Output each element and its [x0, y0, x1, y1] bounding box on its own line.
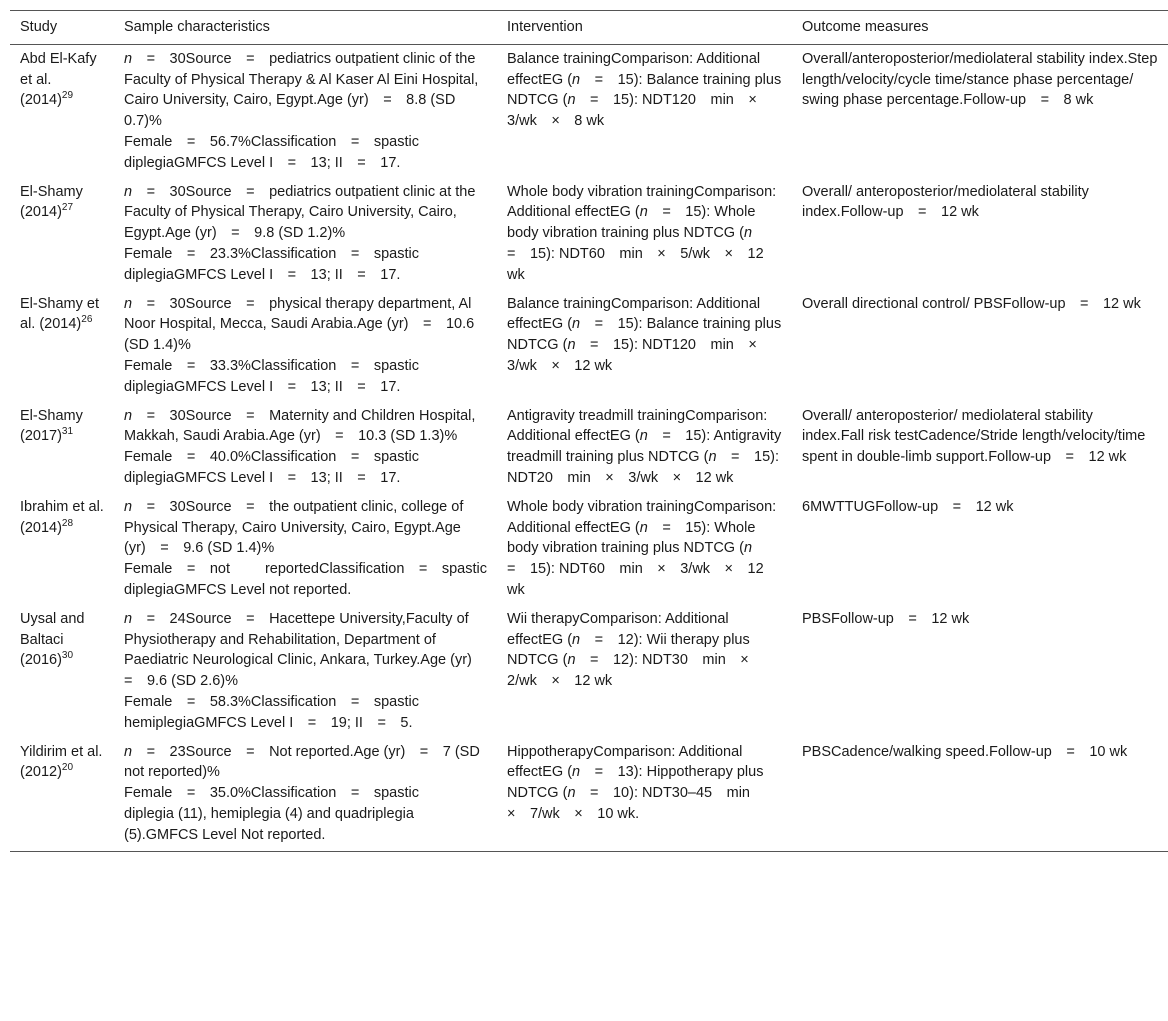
reference-number: 20: [61, 762, 74, 774]
intervention-cell: Balance trainingComparison: Additional effectEG (n = 15): Balance training plus NDTCG (n = 15): NDT120 min × 3/wk × 12 wk: [507, 295, 782, 374]
study-table-container: [10, 10, 1158, 852]
study-cell: [10, 605, 114, 738]
outcome-measures-cell: Overall/anteroposterior/mediolateral stability index.Step length/velocity/cycle time/stance phase percentage/ swing phase percentage.Follow-up = 8 wk: [802, 50, 1158, 109]
table-row: [10, 44, 1168, 177]
study-cell: [10, 290, 114, 402]
table-row: [10, 493, 1168, 605]
intervention-cell: Balance trainingComparison: Additional effectEG (n = 15): Balance training plus NDTCG (n = 15): NDT120 min × 3/wk × 8 wk: [507, 50, 782, 130]
sample-characteristics-cell: [114, 605, 497, 738]
sample-gmfcs-level: hemiplegiaGMFCS Level I = 19; II = 5.: [124, 714, 413, 731]
study-citation: El-Shamy et al. (2014): [20, 295, 99, 333]
reference-number: 27: [61, 202, 74, 214]
table-row: [10, 738, 1168, 852]
sample-gmfcs-level: diplegiaGMFCS Level I = 13; II = 17.: [124, 378, 401, 395]
sample-female-classification: Female = not reportedClassification = spastic: [124, 561, 487, 578]
study-citation: Abd El-Kafy et al. (2014): [20, 50, 97, 109]
outcome-measures-cell: Overall directional control/ PBSFollow-up = 12 wk: [802, 295, 1141, 312]
sample-source-age: n = 30Source = physical therapy department, Al Noor Hospital, Mecca, Saudi Arabia.Age (yr) = 10.6 (SD 1.4)%: [124, 295, 475, 354]
header-outcome-measures: Outcome measures: [792, 11, 1168, 45]
study-characteristics-table: [10, 10, 1168, 852]
study-citation: El-Shamy (2014): [20, 183, 83, 221]
outcome-measures-cell: PBSCadence/walking speed.Follow-up = 10 wk: [792, 738, 1168, 852]
sample-female-classification: Female = 56.7%Classification = spastic: [124, 133, 419, 150]
header-intervention: Intervention: [497, 11, 792, 45]
study-cell: [10, 178, 114, 290]
study-citation: Ibrahim et al. (2014): [20, 498, 104, 536]
sample-source-age: n = 24Source = Hacettepe University,Faculty of Physiotherapy and Rehabilitation, Department of Paediatric Neurological Clinic, Ankara, Turkey.Age (yr) = 9.6 (SD 2.6)%: [124, 610, 487, 690]
study-cell: [10, 493, 114, 605]
sample-source-age: n = 30Source = the outpatient clinic, college of Physical Therapy, Cairo University, Cairo, Egypt.Age (yr) = 9.6 (SD 1.4)%: [124, 498, 464, 557]
sample-gmfcs-level: diplegiaGMFCS Level I = 13; II = 17.: [124, 154, 401, 171]
sample-characteristics-cell: [114, 178, 497, 290]
outcome-measures-cell: Overall/ anteroposterior/mediolateral stability index.Follow-up = 12 wk: [802, 183, 1089, 221]
sample-female-classification: Female = 23.3%Classification = spastic: [124, 245, 419, 262]
intervention-cell: Wii therapyComparison: Additional effectEG (n = 12): Wii therapy plus NDTCG (n = 12): NDT30 min × 2/wk × 12 wk: [507, 610, 764, 690]
intervention-cell: Antigravity treadmill trainingComparison: Additional effectEG (n = 15): Antigravity treadmill training plus NDTCG (n = 15): NDT20 min × 3/wk × 12 wk: [507, 407, 782, 486]
outcome-measures-cell: Overall/ anteroposterior/ mediolateral stability index.Fall risk testCadence/Stride length/velocity/time spent in double-limb support.Follow-up = 12 wk: [802, 407, 1146, 466]
study-cell: [10, 402, 114, 493]
table-row: [10, 605, 1168, 738]
reference-number: 31: [61, 426, 74, 438]
table-row: [10, 290, 1168, 402]
sample-source-age: n = 23Source = Not reported.Age (yr) = 7 (SD not reported)%: [124, 743, 480, 781]
table-body: [10, 44, 1168, 852]
study-citation: El-Shamy (2017): [20, 407, 83, 445]
sample-female-classification: Female = 58.3%Classification = spastic: [124, 693, 419, 710]
outcome-measures-cell: 6MWTTUGFollow-up = 12 wk: [802, 498, 1014, 515]
header-sample-characteristics: Sample characteristics: [114, 11, 497, 45]
sample-female-classification: Female = 33.3%Classification = spastic: [124, 357, 419, 374]
sample-source-age: n = 30Source = pediatrics outpatient clinic at the Faculty of Physical Therapy, Cairo University, Cairo, Egypt.Age (yr) = 9.8 (SD 1.2)%: [124, 183, 476, 242]
sample-gmfcs-level: diplegiaGMFCS Level not reported.: [124, 581, 352, 598]
table-row: [10, 178, 1168, 290]
study-cell: [10, 738, 114, 852]
table-header-row: [10, 11, 1168, 45]
sample-female-classification: Female = 40.0%Classification = spastic: [124, 449, 419, 466]
header-study: Study: [10, 11, 114, 45]
sample-source-age: n = 30Source = pediatrics outpatient clinic of the Faculty of Physical Therapy & Al Kaser Al Eini Hospital, Cairo University, Cairo, Egypt.Age (yr) = 8.8 (SD 0.7)%: [124, 50, 479, 130]
outcome-measures-cell: PBSFollow-up = 12 wk: [802, 610, 970, 627]
sample-gmfcs-level: diplegiaGMFCS Level I = 13; II = 17.: [124, 469, 401, 486]
study-cell: [10, 44, 114, 177]
study-citation: Yildirim et al. (2012): [20, 743, 103, 781]
sample-gmfcs-level: diplegiaGMFCS Level I = 13; II = 17.: [124, 266, 401, 283]
reference-number: 28: [61, 517, 74, 529]
sample-source-age: n = 30Source = Maternity and Children Hospital, Makkah, Saudi Arabia.Age (yr) = 10.3 (SD 1.3)%: [124, 407, 476, 445]
sample-characteristics-cell: [114, 493, 497, 605]
sample-characteristics-cell: [114, 44, 497, 177]
sample-characteristics-cell: [114, 402, 497, 493]
intervention-cell: Whole body vibration trainingComparison: Additional effectEG (n = 15): Whole body vibration training plus NDTCG (n = 15): NDT60 min × 3/wk × 12 wk: [507, 498, 777, 598]
study-citation: Uysal and Baltaci (2016): [20, 610, 85, 669]
sample-characteristics-cell: [114, 290, 497, 402]
intervention-cell: Whole body vibration trainingComparison: Additional effectEG (n = 15): Whole body vibration training plus NDTCG (n = 15): NDT60 min × 5/wk × 12 wk: [507, 183, 777, 283]
sample-female-classification: Female = 35.0%Classification = spastic: [124, 785, 419, 802]
intervention-cell: HippotherapyComparison: Additional effectEG (n = 13): Hippotherapy plus NDTCG (n = 10): NDT30–45 min × 7/wk × 10 wk.: [497, 738, 792, 852]
sample-gmfcs-level: diplegia (11), hemiplegia (4) and quadriplegia (5).GMFCS Level Not reported.: [124, 805, 414, 843]
table-row: [10, 402, 1168, 493]
reference-number: 30: [61, 650, 74, 662]
reference-number: 29: [61, 90, 74, 102]
reference-number: 26: [81, 314, 93, 326]
sample-characteristics-cell: [114, 738, 497, 852]
